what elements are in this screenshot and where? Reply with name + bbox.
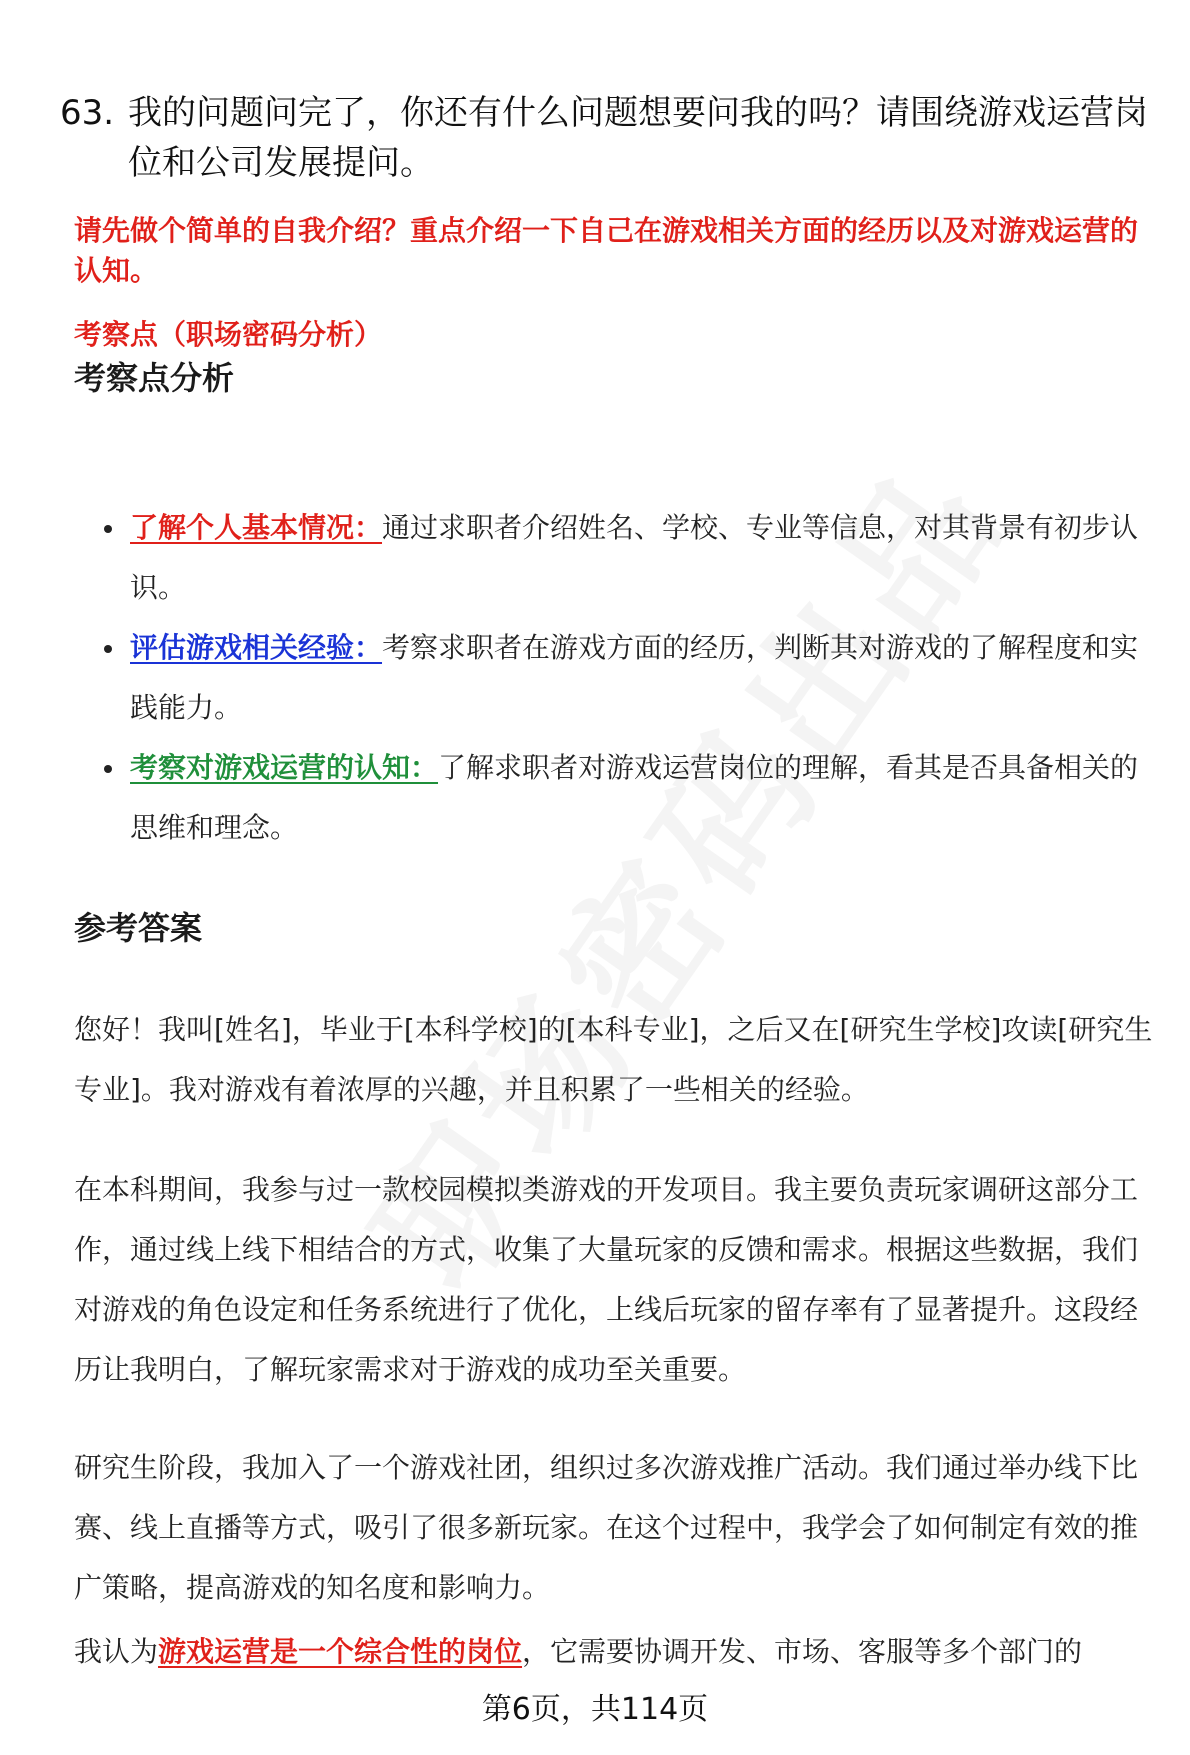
answer-paragraph-3: 研究生阶段，我加入了一个游戏社团，组织过多次游戏推广活动。我们通过举办线下比赛、线上直播等方式，吸引了很多新玩家。在这个过程中，我学会了如何制定有效的推广策略，提高游戏的知名度和影响力。 xyxy=(74,1451,1139,1604)
item-label: 评估游戏相关经验： xyxy=(130,631,383,664)
question-title xyxy=(60,88,1160,188)
item-label: 考察对游戏运营的认知： xyxy=(130,751,439,784)
analysis-section-title: 考察点分析 xyxy=(74,359,235,397)
answer-paragraph-1: 您好！我叫[姓名]，毕业于[本科学校]的[本科专业]，之后又在[研究生学校]攻读[研究生专业]。我对游戏有着浓厚的兴趣，并且积累了一些相关的经验。 xyxy=(74,1013,1153,1106)
bullet-dot xyxy=(104,645,112,653)
page-footer: 第6页，共114页 xyxy=(481,1692,709,1727)
list-item xyxy=(74,618,1164,738)
answer-section-title: 参考答案 xyxy=(74,909,203,947)
item-text: 考察求职者在游戏方面的经历，判断其对游戏的了解程度和实践能力。 xyxy=(130,631,1139,724)
p4-suffix: ，它需要协调开发、市场、客服等多个部门的 xyxy=(522,1635,1083,1668)
list-item xyxy=(74,738,1164,858)
question-text: 我的问题问完了，你还有什么问题想要问我的吗？请围绕游戏运营岗位和公司发展提问。 xyxy=(128,93,1148,183)
p4-highlight: 游戏运营是一个综合性的岗位 xyxy=(158,1635,523,1668)
interview-prompt: 请先做个简单的自我介绍？重点介绍一下自己在游戏相关方面的经历以及对游戏运营的认知。 xyxy=(74,214,1139,287)
answer-paragraph-2: 在本科期间，我参与过一款校园模拟类游戏的开发项目。我主要负责玩家调研这部分工作，通过线上线下相结合的方式，收集了大量玩家的反馈和需求。根据这些数据，我们对游戏的角色设定和任务系统进行了优化，上线后玩家的留存率有了显著提升。这段经历让我明白，了解玩家需求对于游戏的成功至关重要。 xyxy=(74,1173,1139,1386)
list-item xyxy=(74,498,1164,618)
bullet-dot xyxy=(104,525,112,533)
p4-prefix: 我认为 xyxy=(74,1635,159,1668)
analysis-source-label: 考察点（职场密码分析） xyxy=(74,318,383,351)
answer-paragraph-4 xyxy=(74,1622,1164,1682)
item-label: 了解个人基本情况： xyxy=(130,511,383,544)
item-text: 了解求职者对游戏运营岗位的理解，看其是否具备相关的思维和理念。 xyxy=(130,751,1139,844)
question-number: 63. xyxy=(60,93,115,133)
item-text: 通过求职者介绍姓名、学校、专业等信息，对其背景有初步认识。 xyxy=(130,511,1139,604)
analysis-list xyxy=(74,498,1164,858)
bullet-dot xyxy=(104,765,112,773)
